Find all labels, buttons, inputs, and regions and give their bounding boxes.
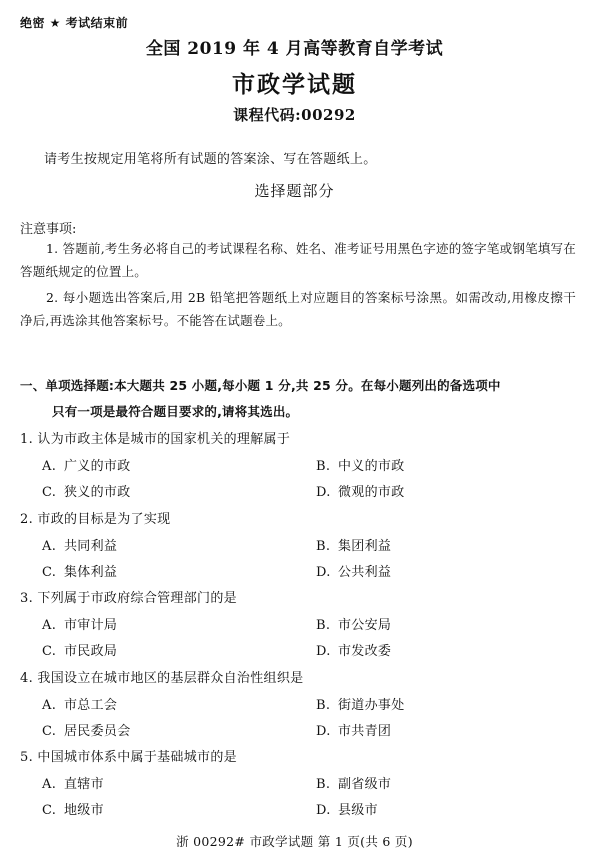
option-a	[42, 535, 117, 554]
option-b	[316, 614, 391, 633]
option-c	[42, 799, 104, 818]
option-letter: A.	[42, 777, 57, 792]
option-text: 微观的市政	[338, 485, 405, 500]
option-text: 集体利益	[64, 565, 118, 580]
option-letter: B.	[316, 618, 331, 633]
question-stem: 5. 中国城市体系中属于基础城市的是	[20, 750, 237, 765]
course-code: 课程代码:00292	[233, 106, 356, 124]
section-title: 选择题部分	[254, 182, 335, 200]
confidential-mark: 绝密 ★ 考试结束前	[20, 16, 129, 30]
option-text: 副省级市	[338, 777, 392, 792]
option-text: 共同利益	[64, 539, 118, 554]
option-letter: A.	[42, 539, 57, 554]
option-c	[42, 561, 117, 580]
option-letter: A.	[42, 618, 57, 633]
note-item: 1. 答题前,考生务必将自己的考试课程名称、姓名、准考证号用黑色字迹的签字笔或钢笔填写在答题纸规定的位置上。	[20, 241, 576, 279]
option-text: 广义的市政	[64, 459, 131, 474]
option-text: 市共青团	[338, 724, 392, 739]
option-letter: D.	[316, 644, 331, 659]
option-letter: C.	[42, 724, 57, 739]
part-heading	[20, 373, 580, 425]
option-a	[42, 455, 131, 474]
option-letter: B.	[316, 539, 331, 554]
option-letter: B.	[316, 777, 331, 792]
option-a	[42, 694, 117, 713]
option-letter: C.	[42, 644, 57, 659]
option-a	[42, 614, 117, 633]
option-letter: A.	[42, 459, 57, 474]
option-b	[316, 535, 391, 554]
option-text: 中义的市政	[338, 459, 405, 474]
part-heading-line2: 只有一项是最符合题目要求的,请将其选出。	[52, 404, 299, 419]
option-text: 居民委员会	[64, 724, 131, 739]
option-letter: B.	[316, 698, 331, 713]
option-letter: D.	[316, 485, 331, 500]
option-d	[316, 561, 391, 580]
option-d	[316, 481, 405, 500]
option-text: 公共利益	[338, 565, 392, 580]
option-text: 狭义的市政	[64, 485, 131, 500]
option-text: 街道办事处	[338, 698, 405, 713]
option-text: 集团利益	[338, 539, 392, 554]
option-text: 市民政局	[64, 644, 118, 659]
part-heading-line1: 一、单项选择题:本大题共 25 小题,每小题 1 分,共 25 分。在每小题列出的备选项中	[20, 378, 501, 393]
option-b	[316, 694, 405, 713]
option-letter: C.	[42, 485, 57, 500]
option-text: 地级市	[64, 803, 104, 818]
option-c	[42, 720, 131, 739]
answer-instruction: 请考生按规定用笔将所有试题的答案涂、写在答题纸上。	[44, 152, 377, 167]
option-d	[316, 720, 391, 739]
option-c	[42, 481, 131, 500]
option-letter: A.	[42, 698, 57, 713]
option-text: 直辖市	[64, 777, 104, 792]
option-letter: C.	[42, 803, 57, 818]
page-footer: 浙 00292# 市政学试题 第 1 页(共 6 页)	[176, 834, 413, 849]
option-letter: B.	[316, 459, 331, 474]
option-text: 县级市	[338, 803, 378, 818]
option-text: 市公安局	[338, 618, 392, 633]
option-letter: C.	[42, 565, 57, 580]
option-b	[316, 773, 391, 792]
option-a	[42, 773, 104, 792]
option-letter: D.	[316, 803, 331, 818]
option-c	[42, 640, 117, 659]
question-stem: 2. 市政的目标是为了实现	[20, 512, 171, 527]
question-stem: 1. 认为市政主体是城市的国家机关的理解属于	[20, 432, 291, 447]
option-text: 市总工会	[64, 698, 118, 713]
notes-heading: 注意事项:	[20, 222, 77, 237]
exam-title: 全国 2019 年 4 月高等教育自学考试	[145, 39, 444, 59]
option-text: 市审计局	[64, 618, 118, 633]
note-item: 2. 每小题选出答案后,用 2B 铅笔把答题纸上对应题目的答案标号涂黑。如需改动,用橡皮擦干净后,再选涂其他答案标号。不能答在试题卷上。	[20, 290, 576, 328]
question-stem: 3. 下列属于市政府综合管理部门的是	[20, 591, 237, 606]
option-letter: D.	[316, 565, 331, 580]
option-d	[316, 799, 378, 818]
option-d	[316, 640, 391, 659]
option-b	[316, 455, 405, 474]
subject-title: 市政学试题	[232, 71, 357, 98]
question-stem: 4. 我国设立在城市地区的基层群众自治性组织是	[20, 671, 304, 686]
option-letter: D.	[316, 724, 331, 739]
option-text: 市发改委	[338, 644, 392, 659]
